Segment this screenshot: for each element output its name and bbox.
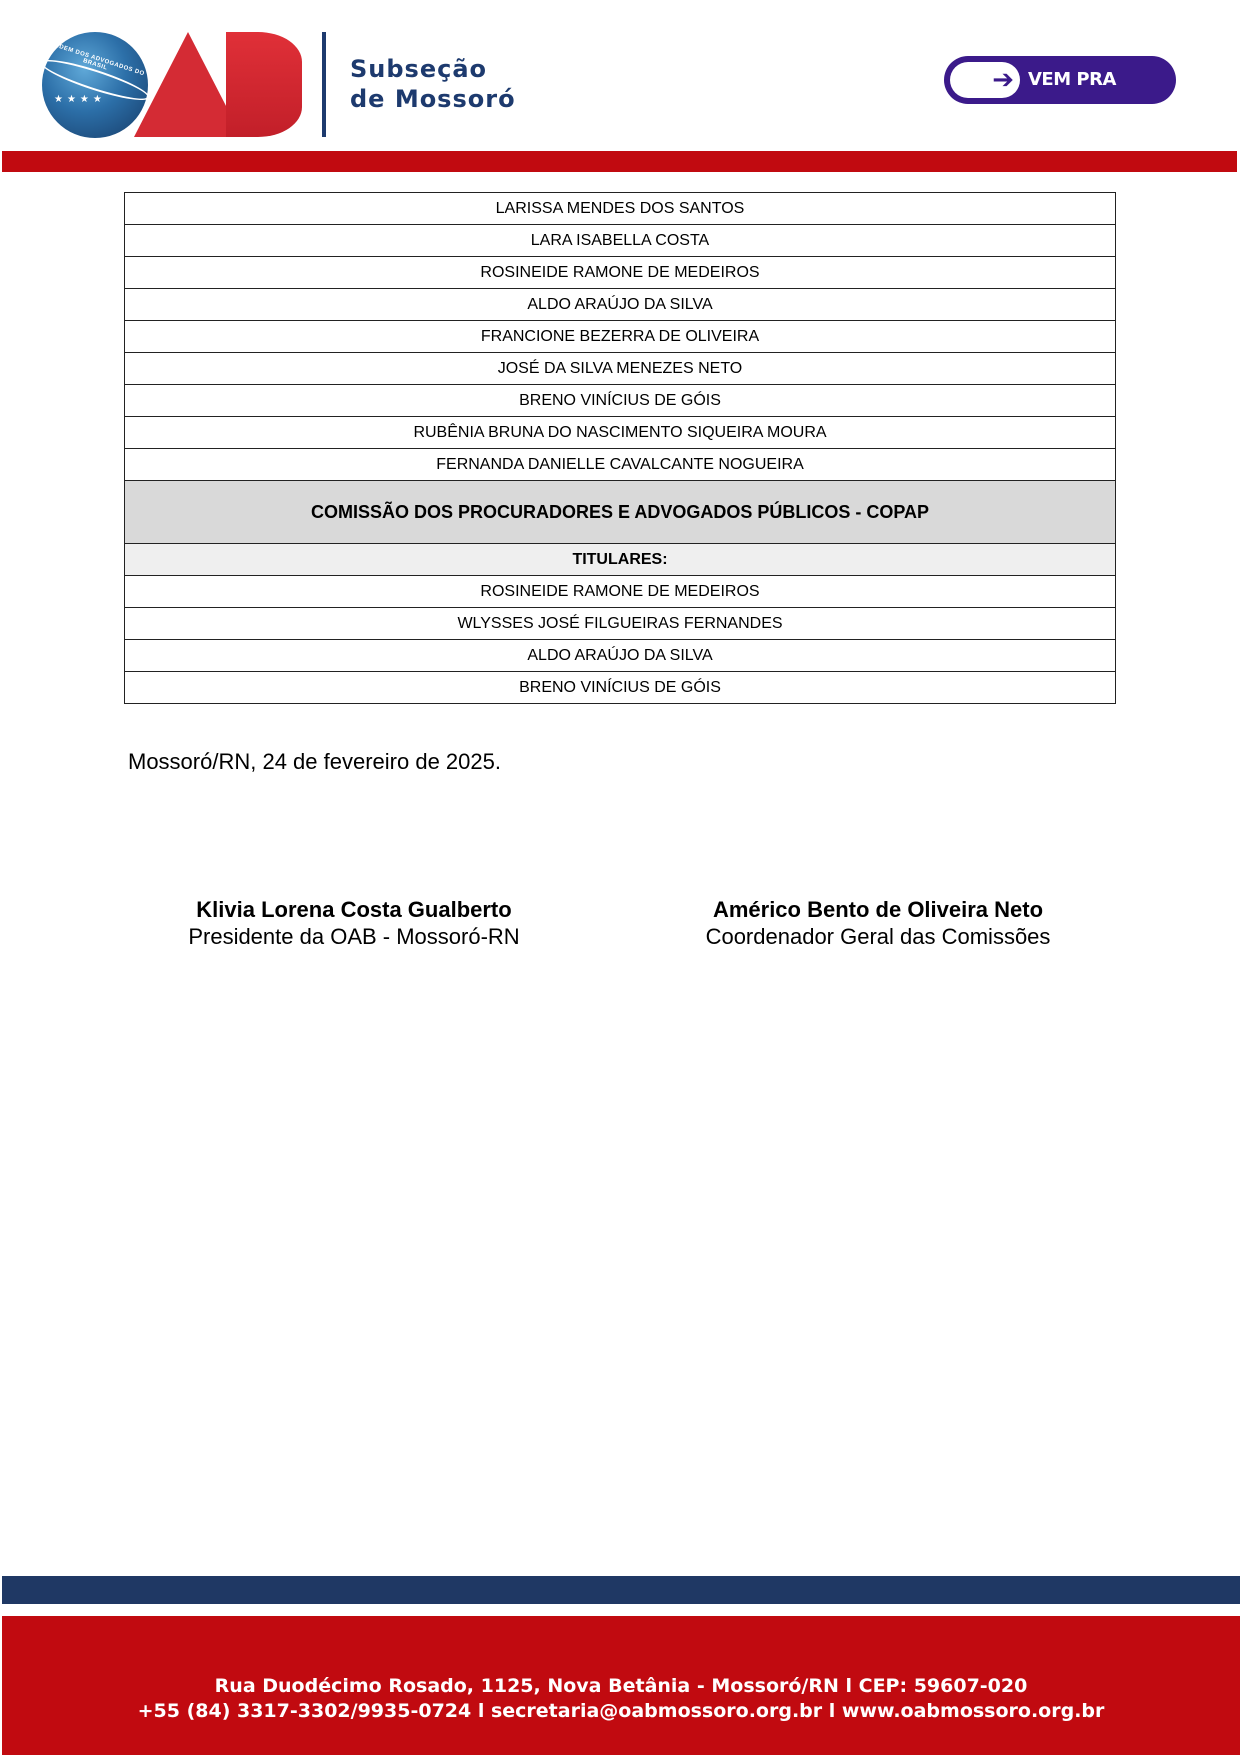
logo-band-text: ORDEM DOS ADVOGADOS DO BRASIL — [48, 40, 146, 78]
member-cell: RUBÊNIA BRUNA DO NASCIMENTO SIQUEIRA MOURA — [125, 417, 1116, 449]
titulares-heading: TITULARES: — [125, 544, 1116, 576]
footer-contact: +55 (84) 3317-3302/9935-0724 l secretaria@oabmossoro.org.br l www.oabmossoro.org.br — [137, 1700, 1105, 1722]
signatory-role: Coordenador Geral das Comissões — [705, 924, 1051, 949]
member-cell: BRENO VINÍCIUS DE GÓIS — [125, 672, 1116, 704]
page-header — [0, 0, 1240, 150]
signature-block-president — [134, 896, 574, 950]
vem-pra-ordem-label: VEM PRA ORDEM — [1028, 69, 1116, 138]
commission-section-title: COMISSÃO DOS PROCURADORES E ADVOGADOS PÚBLICOS - COPAP — [125, 481, 1116, 544]
member-cell: ALDO ARAÚJO DA SILVA — [125, 640, 1116, 672]
member-cell: ALDO ARAÚJO DA SILVA — [125, 289, 1116, 321]
signatory-name: Klivia Lorena Costa Gualberto — [196, 897, 512, 922]
footer-address: Rua Duodécimo Rosado, 1125, Nova Betânia - Mossoró/RN l CEP: 59607-020 — [214, 1675, 1028, 1697]
oab-globe-logo-icon: ORDEM DOS ADVOGADOS DO BRASIL ★★★★ — [42, 32, 148, 138]
page-footer — [2, 1616, 1240, 1755]
vem-pra-ordem-button[interactable] — [944, 56, 1176, 138]
subsection-line-2: de Mossoró — [350, 85, 516, 113]
member-cell: BRENO VINÍCIUS DE GÓIS — [125, 385, 1116, 417]
member-cell: WLYSSES JOSÉ FILGUEIRAS FERNANDES — [125, 608, 1116, 640]
arrow-right-icon: ➔ — [950, 62, 1020, 98]
signatory-name: Américo Bento de Oliveira Neto — [712, 897, 1044, 922]
member-cell: FRANCIONE BEZERRA DE OLIVEIRA — [125, 321, 1116, 353]
document-date: Mossoró/RN, 24 de fevereiro de 2025. — [128, 749, 501, 774]
logo-divider — [322, 32, 326, 137]
member-cell: JOSÉ DA SILVA MENEZES NETO — [125, 353, 1116, 385]
commission-members-table — [124, 192, 1116, 704]
member-cell: LARISSA MENDES DOS SANTOS — [125, 193, 1116, 225]
member-cell: ROSINEIDE RAMONE DE MEDEIROS — [125, 576, 1116, 608]
signature-block-coordinator — [658, 896, 1098, 950]
subsection-line-1: Subseção — [350, 55, 488, 83]
member-cell: LARA ISABELLA COSTA — [125, 225, 1116, 257]
footer-navy-bar — [2, 1576, 1240, 1604]
oab-logo-letter-b-icon — [226, 32, 302, 137]
header-red-bar — [2, 151, 1237, 172]
signatory-role: Presidente da OAB - Mossoró-RN — [188, 924, 520, 949]
subsection-title — [350, 54, 516, 114]
member-cell: ROSINEIDE RAMONE DE MEDEIROS — [125, 257, 1116, 289]
member-cell: FERNANDA DANIELLE CAVALCANTE NOGUEIRA — [125, 449, 1116, 481]
